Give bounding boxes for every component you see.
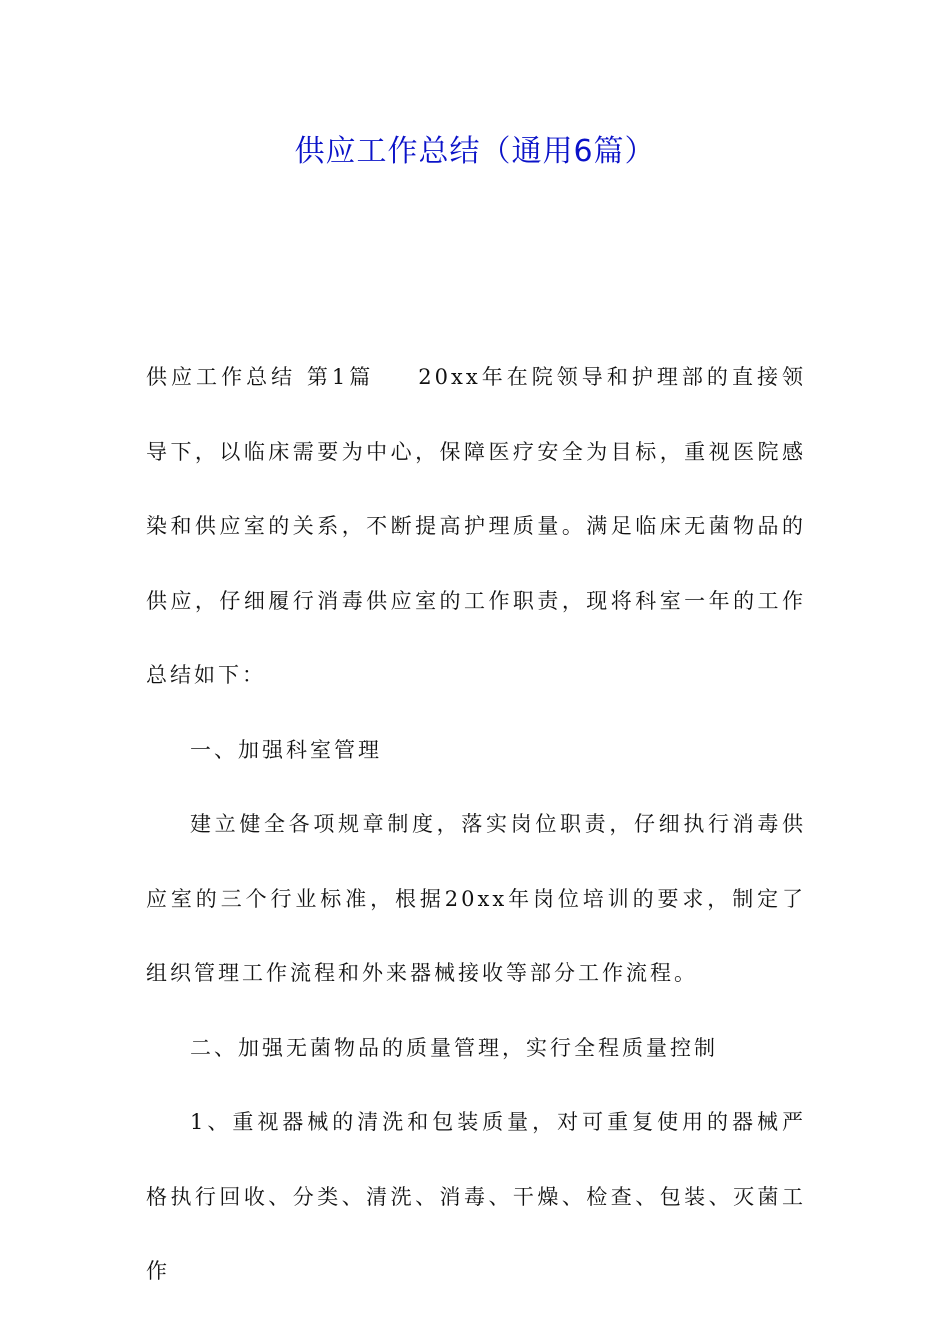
section-heading-1: 一、加强科室管理	[190, 737, 382, 762]
paragraph-2: 建立健全各项规章制度，落实岗位职责，仔细执行消毒供应室的三个行业标准，根据20xx年岗位培训的要求，制定了组织管理工作流程和外来器械接收等部分工作流程。	[146, 812, 806, 985]
intro-heading: 供应工作总结 第1篇	[146, 365, 375, 389]
paragraph-intro	[146, 340, 806, 713]
paragraph-3: 1、重视器械的清洗和包装质量，对可重复使用的器械严格执行回收、分类、清洗、消毒、干燥、检查、包装、灭菌工作	[146, 1110, 806, 1283]
document-body	[146, 340, 806, 1309]
document-title: 供应工作总结（通用6篇）	[294, 134, 656, 169]
paragraph-1-text: 20xx年在院领导和护理部的直接领导下，以临床需要为中心，保障医疗安全为目标，重视医院感染和供应室的关系，不断提高护理质量。满足临床无菌物品的供应，仔细履行消毒供应室的工作职责，现将科室一年的工作总结如下：	[146, 365, 806, 687]
section-heading-2: 二、加强无菌物品的质量管理，实行全程质量控制	[190, 1035, 718, 1060]
